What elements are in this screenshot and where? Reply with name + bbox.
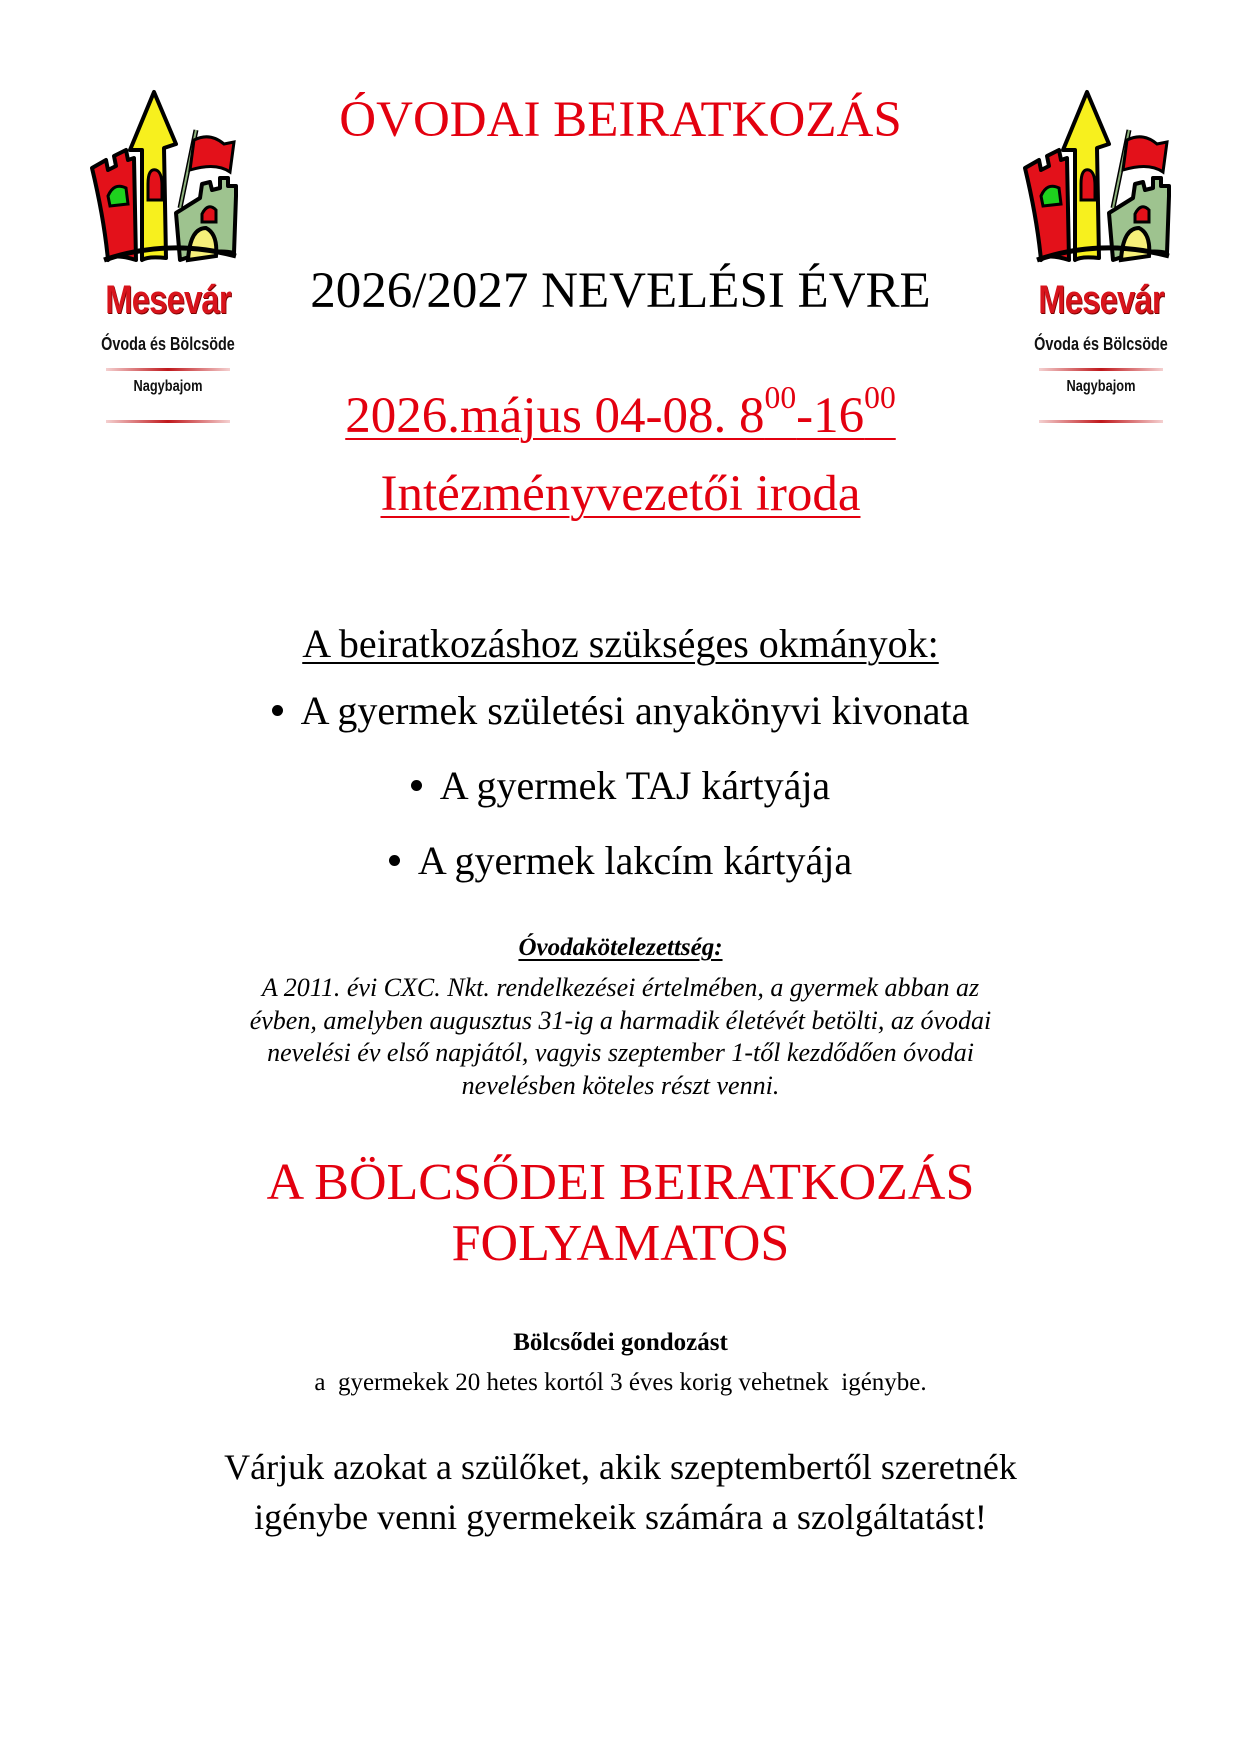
nursery-headline-continued: FOLYAMATOS: [451, 1215, 790, 1272]
date-text: 2026.május 04-08. 8: [345, 388, 765, 444]
document-item-text: A gyermek TAJ kártyája: [439, 763, 831, 808]
location: [0, 464, 1241, 524]
time-end-minutes: 00: [864, 380, 896, 416]
logo-town: Nagybajom: [133, 378, 203, 395]
obligation-line: A 2011. évi CXC. Nkt. rendelkezései értelmében, a gyermek abban az: [261, 973, 980, 1002]
logo-subtitle: Óvoda és Bölcsöde: [101, 334, 235, 354]
documents-heading-text: A beiratkozáshoz szükséges okmányok:: [302, 621, 939, 666]
bullet-icon: [411, 780, 422, 791]
bullet-icon: [389, 855, 400, 866]
logo-brand-name: Mesevár: [1038, 278, 1164, 322]
date-range: [345, 380, 896, 444]
closing-line: Várjuk azokat a szülőket, akik szeptembertől szeretnék: [224, 1447, 1017, 1487]
page-title: ÓVODAI BEIRATKOZÁS: [339, 92, 902, 148]
nursery-care-text: a gyermekek 20 hetes kortól 3 éves korig vehetnek igénybe.: [314, 1369, 927, 1396]
document-item-text: A gyermek születési anyakönyvi kivonata: [300, 688, 970, 733]
obligation-heading-text: Óvodakötelezettség:: [518, 934, 723, 961]
document-item: [0, 762, 1241, 810]
document-item: [0, 687, 1241, 735]
logo-subtitle: Óvoda és Bölcsöde: [1034, 334, 1168, 354]
logo-town: Nagybajom: [1066, 378, 1136, 395]
time-start-minutes: 00: [764, 380, 797, 416]
obligation-line: nevelési év első napjától, vagyis szeptember 1-től kezdődően óvodai: [267, 1038, 974, 1067]
logo-brand-name: Mesevár: [105, 278, 231, 322]
obligation-heading: [0, 933, 1241, 963]
time-end-hour: -16: [796, 388, 865, 444]
obligation-line: nevelésben köteles részt venni.: [461, 1071, 780, 1100]
logo-divider: [1039, 368, 1163, 371]
nursery-care-label: Bölcsődei gondozást: [513, 1329, 728, 1356]
enrollment-dates: [0, 380, 1241, 452]
obligation-line: évben, amelyben augusztus 31-ig a harmadik életévét betölti, az óvodai: [249, 1006, 992, 1035]
documents-heading: [0, 620, 1241, 668]
location-text: Intézményvezetői iroda: [380, 466, 861, 522]
nursery-headline: A BÖLCSŐDEI BEIRATKOZÁS: [266, 1154, 975, 1211]
bullet-icon: [272, 705, 283, 716]
logo-divider: [106, 368, 230, 371]
closing-line: igénybe venni gyermekeik számára a szolgáltatást!: [254, 1497, 987, 1537]
document-item: [0, 837, 1241, 885]
school-year: 2026/2027 NEVELÉSI ÉVRE: [310, 263, 931, 319]
document-item-text: A gyermek lakcím kártyája: [417, 838, 853, 883]
